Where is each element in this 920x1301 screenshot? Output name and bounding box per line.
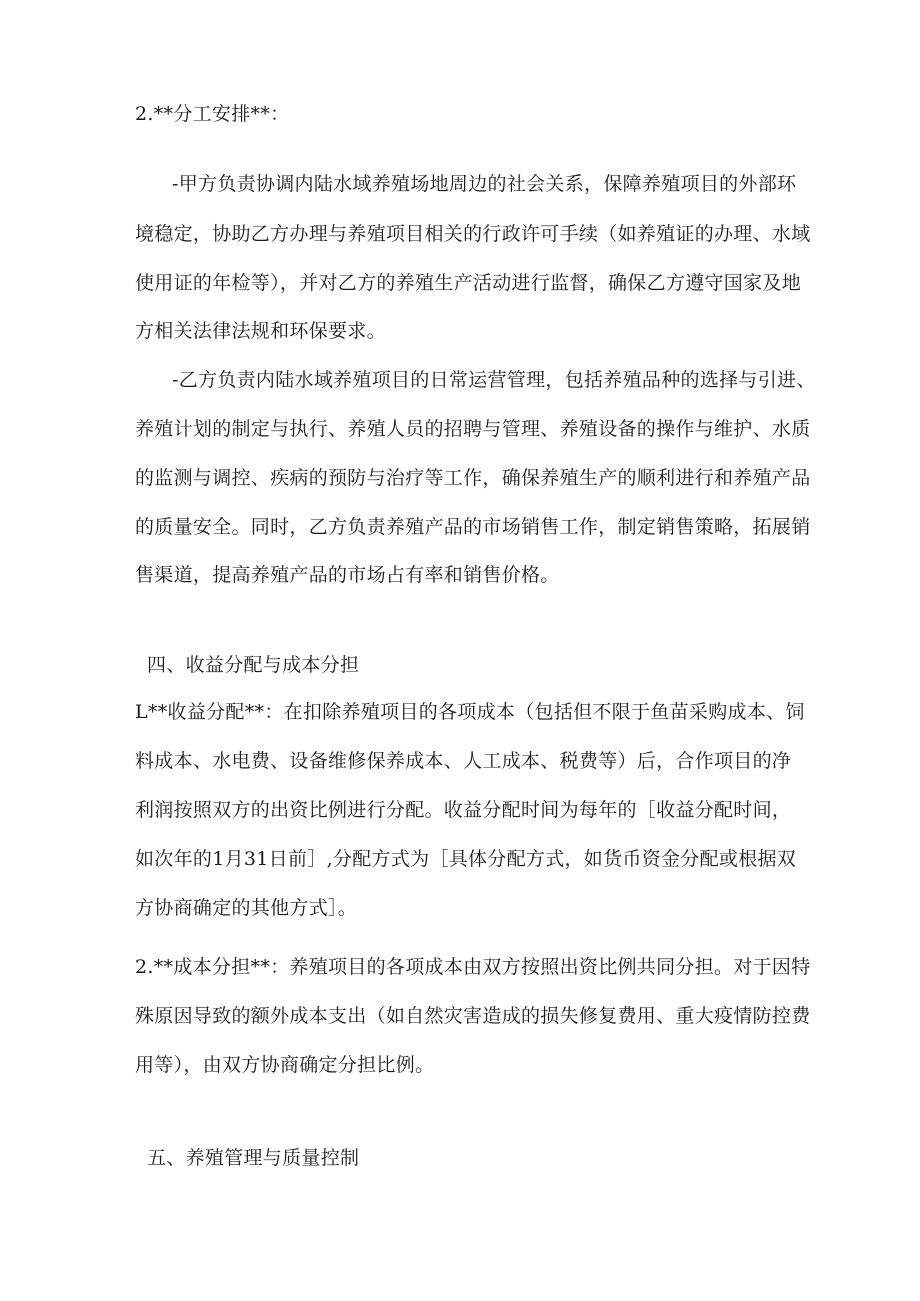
item-cost-sharing: 2.**成本分担**：养殖项目的各项成本由双方按照出资比例共同分担。对于因特 bbox=[135, 956, 811, 978]
paragraph-line: 方协商确定的其他方式］。 bbox=[135, 897, 358, 919]
section-heading-5: 五、养殖管理与质量控制 bbox=[147, 1147, 360, 1169]
paragraph-line: 殊原因导致的额外成本支出（如自然灾害造成的损失修复费用、重大疫情防控费 bbox=[135, 1005, 811, 1027]
section-heading-4: 四、收益分配与成本分担 bbox=[147, 654, 360, 676]
paragraph-line: 使用证的年检等），并对乙方的养殖生产活动进行监督，确保乙方遵守国家及地 bbox=[135, 272, 802, 294]
paragraph-line: 的质量安全。同时，乙方负责养殖产品的市场销售工作，制定销售策略，拓展销 bbox=[135, 516, 811, 538]
paragraph-line: 境稳定，协助乙方办理与养殖项目相关的行政许可手续（如养殖证的办理、水域 bbox=[135, 223, 811, 245]
paragraph-line: -乙方负责内陆水域养殖项目的日常运营管理，包括养殖品种的选择与引进、 bbox=[172, 369, 816, 391]
item-profit-distribution: L**收益分配**：在扣除养殖项目的各项成本（包括但不限于鱼苗采购成本、饲 bbox=[135, 701, 805, 723]
paragraph-line: 料成本、水电费、设备维修保养成本、人工成本、税费等）后，合作项目的净 bbox=[135, 750, 792, 772]
item-division-of-labor: 2.**分工安排**： bbox=[135, 103, 290, 125]
paragraph-line: 方相关法律法规和环保要求。 bbox=[135, 320, 386, 342]
paragraph-line: 养殖计划的制定与执行、养殖人员的招聘与管理、养殖设备的操作与维护、水质 bbox=[135, 418, 811, 440]
paragraph-line: 的监测与调控、疾病的预防与治疗等工作，确保养殖生产的顺利进行和养殖产品 bbox=[135, 467, 811, 489]
paragraph-line: 售渠道，提高养殖产品的市场占有率和销售价格。 bbox=[135, 564, 560, 586]
paragraph-line: 利润按照双方的出资比例进行分配。收益分配时间为每年的［收益分配时间， bbox=[135, 799, 792, 821]
paragraph-line: 如次年的1月31日前］,分配方式为［具体分配方式，如货币资金分配或根据双 bbox=[135, 848, 797, 870]
paragraph-line: 用等），由双方协商确定分担比例。 bbox=[135, 1054, 435, 1076]
paragraph-line: -甲方负责协调内陆水域养殖场地周边的社会关系，保障养殖项目的外部环 bbox=[172, 173, 797, 195]
